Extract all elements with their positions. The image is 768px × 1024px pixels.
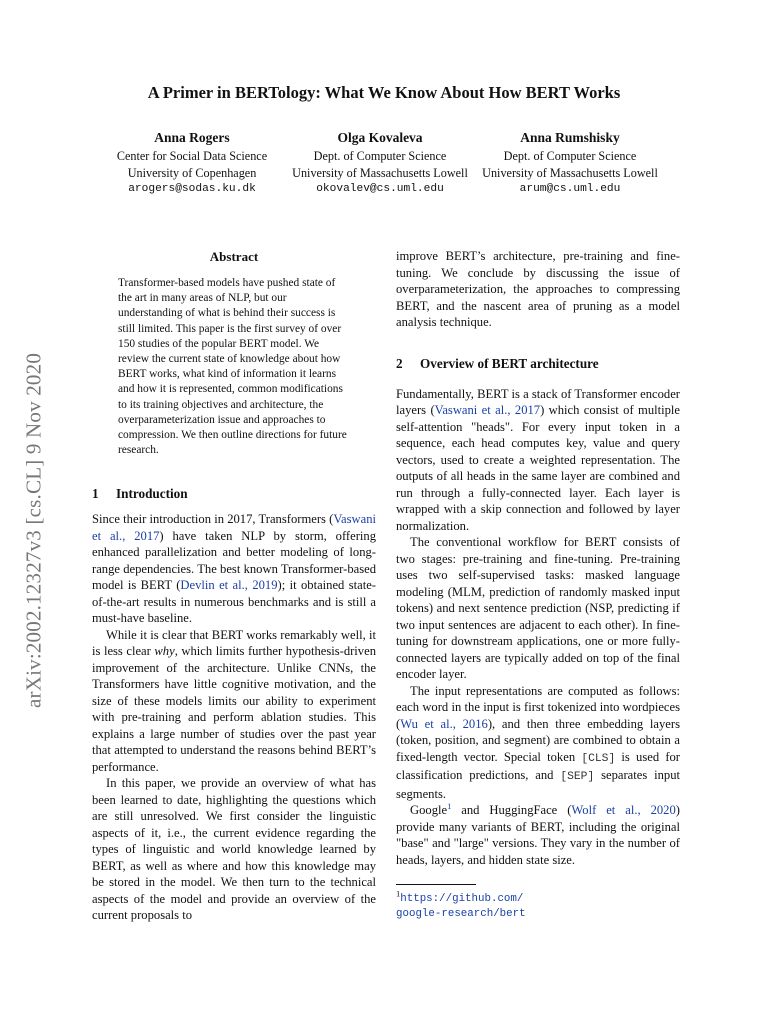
footnote-mark[interactable]: 1 bbox=[447, 800, 452, 811]
intro-paragraph-2 bbox=[92, 627, 376, 776]
citation-link[interactable]: Wu et al., 2016 bbox=[400, 716, 488, 731]
intro-paragraph-3: In this paper, we provide an overview of what has been learned to date, highlighting the questions which are still unresolved. We first consider the linguistic aspects of it, i.e., the current evidence regarding the types of linguistic and world knowledge learned by BERT, as well as where and how this knowledge may be stored in the model. We then turn to the technical aspects of the model and provide an overview of the current proposals to bbox=[92, 776, 376, 923]
emphasis: why bbox=[154, 644, 175, 659]
code-token: [SEP] bbox=[560, 771, 595, 783]
text-run: ); it obtained state-of-the-art results in numerous benchmarks and is still a must-have baseline. bbox=[92, 578, 376, 626]
abstract-text: Transformer-based models have pushed state of the art in many areas of NLP, but our understanding of what is behind their success is still limited. This paper is the first survey of over 150 studies of the popular BERT model. We review the current state of knowledge about how BERT works, what kind of information it learns and how it is represented, common modifications to its training objectives and architecture, the overparameterization issue and approaches to compression. We then outline directions for future research. bbox=[118, 277, 347, 457]
arxiv-stamp: arXiv:2002.12327v3 [cs.CL] 9 Nov 2020 bbox=[21, 352, 46, 708]
paper-title: A Primer in BERTology: What We Know About How BERT Works bbox=[147, 83, 621, 102]
text-run: is used for classification predictions, and bbox=[396, 749, 681, 782]
footnote-link[interactable]: google-research/bert bbox=[396, 908, 526, 920]
section-title: Overview of BERT architecture bbox=[420, 355, 599, 371]
author-email: okovalev@cs.uml.edu bbox=[316, 183, 444, 195]
overview-paragraph-2: The conventional workflow for BERT consists of two stages: pre-training and fine-tuning. Pre-training uses two self-supervised tasks: masked language modeling (MLM, prediction of randomly masked input tokens) and next sentence prediction (NSP, predicting if two input sentences are adjacent to each other). In fine-tuning for downstream applications, one or more fully-connected layers are typically added on top of the final encoder layer. bbox=[396, 535, 680, 681]
overview-paragraph-1 bbox=[396, 386, 680, 535]
author-1 bbox=[102, 128, 282, 198]
author-email: arum@cs.uml.edu bbox=[519, 183, 621, 195]
intro-paragraph-1 bbox=[92, 511, 376, 627]
author-2 bbox=[285, 128, 475, 198]
text-run: Google bbox=[410, 803, 448, 817]
text-run: and HuggingFace ( bbox=[451, 803, 572, 817]
footnote-link[interactable]: https://github.com/ bbox=[400, 893, 524, 905]
overview-paragraph-4 bbox=[396, 802, 680, 868]
author-affiliation: Center for Social Data Science bbox=[116, 149, 268, 163]
text-run: ) have taken NLP by storm, offering enhanced parallelization and better modeling of long-range dependencies. The best known Transformer-based model is BERT ( bbox=[92, 528, 376, 593]
author-affiliation: University of Massachusetts Lowell bbox=[292, 165, 468, 180]
footnote-number: 1 bbox=[396, 888, 401, 899]
text-run: ), and then three embedding layers (token, position, and segment) are combined to obtain a fixed-length vector. Special token bbox=[396, 716, 680, 764]
author-affiliation: University of Copenhagen bbox=[127, 165, 257, 180]
author-name: Olga Kovaleva bbox=[337, 130, 423, 145]
footnote bbox=[396, 888, 680, 921]
citation-link[interactable]: Vaswani et al., 2017 bbox=[92, 512, 376, 543]
author-affiliation: University of Massachusetts Lowell bbox=[482, 165, 658, 180]
text-run: Fundamentally, BERT is a stack of Transformer encoder layers ( bbox=[396, 386, 680, 417]
text-run: Since their introduction in 2017, Transformers ( bbox=[92, 512, 334, 527]
left-column bbox=[92, 248, 376, 924]
intro-paragraph-3-continued: improve BERT’s architecture, pre-training and fine-tuning. We conclude by discussing the issue of overparameterization, the approaches to compressing BERT, and the nascent area of pruning as a model analysis technique. bbox=[396, 249, 680, 329]
citation-link[interactable]: Devlin et al., 2019 bbox=[180, 578, 278, 593]
footnote-divider bbox=[396, 884, 476, 885]
citation-link[interactable]: Vaswani et al., 2017 bbox=[434, 403, 541, 417]
author-affiliation: Dept. of Computer Science bbox=[313, 149, 447, 163]
section-heading-introduction bbox=[92, 485, 376, 503]
text-run: ) which consist of multiple self-attention "heads". For every input token in a sequence, each head computes key, value and query vectors, used to create a weighted representation. The outputs of all heads in the same layer are combined and run through a fully-connected layer. Each layer is wrapped with a skip connection and followed by layer normalization. bbox=[396, 403, 680, 533]
text-run: separates input segments. bbox=[396, 768, 680, 801]
overview-paragraph-3 bbox=[396, 683, 680, 803]
section-heading-overview bbox=[396, 355, 680, 373]
section-title: Introduction bbox=[116, 486, 188, 502]
code-token: [CLS] bbox=[581, 752, 616, 765]
section-number: 1 bbox=[92, 486, 99, 502]
text-run: While it is clear that BERT works remarkably well, it is less clear bbox=[92, 627, 376, 659]
author-3 bbox=[475, 128, 665, 198]
text-run: , which limits further hypothesis-driven improvement of the architecture. Unlike CNNs, the Transformers have little cognitive motivation, and the size of these models limits our ability to experiment with pre-training and perform ablation studies. This explains a large number of studies over the past year that attempted to understand the reasons behind BERT’s performance. bbox=[92, 644, 376, 774]
abstract-heading: Abstract bbox=[209, 249, 259, 264]
author-affiliation: Dept. of Computer Science bbox=[503, 149, 637, 163]
text-run: The input representations are computed as follows: each word in the input is first tokenized into wordpieces ( bbox=[396, 683, 680, 731]
author-name: Anna Rumshisky bbox=[520, 130, 620, 145]
author-email: arogers@sodas.ku.dk bbox=[128, 183, 256, 195]
text-run: ) provide many variants of BERT, including the original "base" and "large" versions. They vary in the number of heads, layers, and hidden state size. bbox=[396, 803, 680, 867]
citation-link[interactable]: Wolf et al., 2020 bbox=[571, 803, 676, 817]
section-number: 2 bbox=[396, 355, 403, 371]
right-column bbox=[396, 248, 680, 921]
author-name: Anna Rogers bbox=[154, 130, 230, 145]
